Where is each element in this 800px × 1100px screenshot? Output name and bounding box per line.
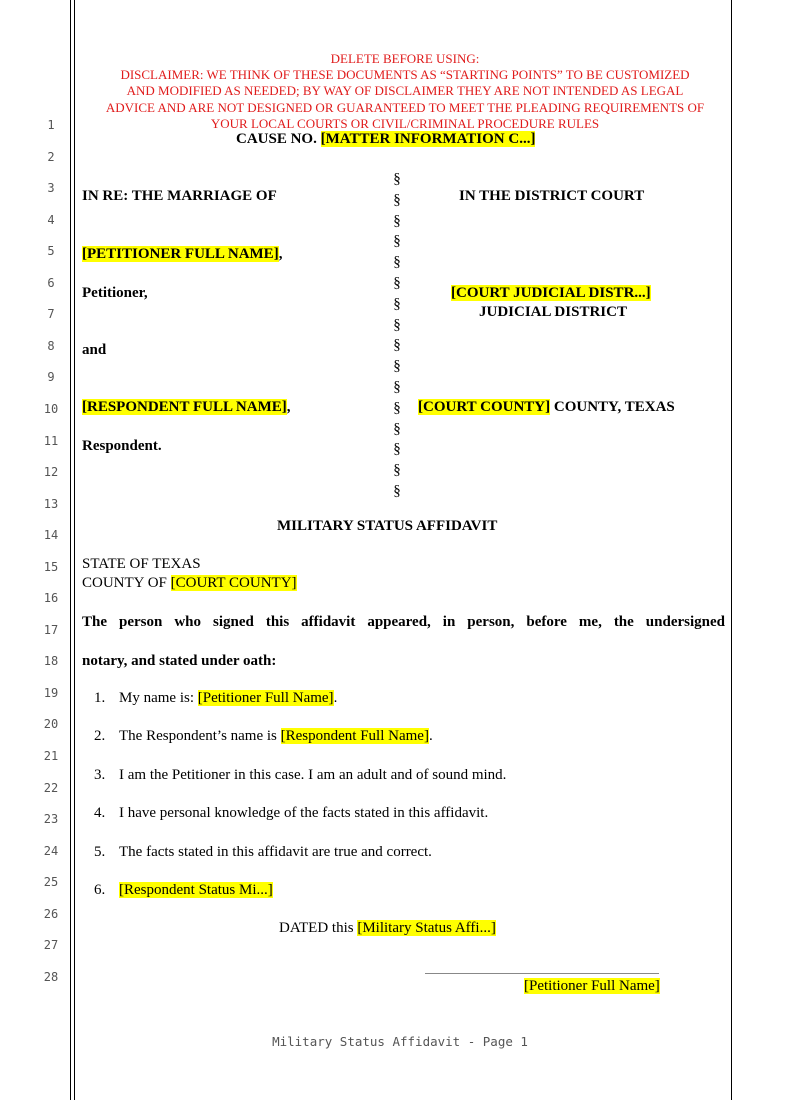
- affidavit-item: [94, 728, 433, 745]
- signature-line: [425, 973, 659, 974]
- item-field[interactable]: [Respondent Status Mi...]: [119, 882, 273, 898]
- line-number: 7: [47, 307, 55, 322]
- line-number: 25: [43, 875, 59, 890]
- county-field[interactable]: [COURT COUNTY]: [418, 399, 551, 415]
- item-text: My name is:: [119, 690, 198, 706]
- item-text: The Respondent’s name is: [119, 728, 281, 745]
- line-number: 14: [43, 528, 59, 543]
- line-number: 22: [43, 780, 59, 795]
- item-number: 5.: [94, 843, 106, 860]
- line-number: 26: [43, 906, 59, 921]
- right-margin-rule: [731, 0, 732, 1100]
- item-text: I am the Petitioner in this case. I am an adult and of sound mind.: [119, 766, 507, 783]
- line-number: 6: [47, 275, 55, 290]
- line-number: 2: [47, 149, 55, 164]
- line-number: 8: [47, 338, 55, 353]
- item-number: 2.: [94, 728, 106, 745]
- disclaimer-line: DELETE BEFORE USING:: [330, 51, 480, 66]
- petitioner-label: Petitioner,: [82, 285, 148, 301]
- dated-label: DATED this: [279, 920, 354, 936]
- intro-line-1: The person who signed this affidavit appeared, in person, before me, the undersigned: [82, 614, 725, 630]
- intro-line-2: notary, and stated under oath:: [82, 653, 277, 669]
- comma: ,: [278, 246, 283, 262]
- line-number: 24: [43, 843, 59, 858]
- disclaimer: [80, 51, 730, 132]
- disclaimer-line: DISCLAIMER: WE THINK OF THESE DOCUMENTS AS “STARTING POINTS” TO BE CUSTOMIZED: [120, 67, 690, 83]
- county-line: [418, 399, 675, 416]
- line-number: 11: [43, 433, 59, 448]
- section-symbol: §: [393, 275, 401, 291]
- line-number: 18: [43, 654, 59, 669]
- disclaimer-line: AND MODIFIED AS NEEDED; BY WAY OF DISCLAIMER THEY ARE NOT INTENDED AS LEGAL: [126, 83, 684, 99]
- section-symbol: §: [393, 316, 401, 333]
- petitioner-name-line: [82, 246, 282, 263]
- court-heading: IN THE DISTRICT COURT: [459, 188, 645, 204]
- line-number: 19: [43, 685, 59, 700]
- in-re-heading: IN RE: THE MARRIAGE OF: [82, 188, 277, 204]
- item-field[interactable]: [Petitioner Full Name]: [197, 690, 334, 706]
- affidavit-item: [94, 882, 273, 899]
- district-field[interactable]: [COURT JUDICIAL DISTR...]: [451, 285, 651, 301]
- cause-value-field[interactable]: [MATTER INFORMATION C...]: [320, 131, 536, 147]
- item-number: 6.: [94, 882, 106, 898]
- item-field[interactable]: [Respondent Full Name]: [280, 728, 429, 745]
- state-line: STATE OF TEXAS: [82, 556, 201, 572]
- respondent-name-line: [82, 399, 291, 416]
- section-symbol: §: [393, 233, 401, 250]
- county-of-label: COUNTY OF: [82, 575, 167, 591]
- line-number: 5: [47, 244, 55, 259]
- petitioner-name-field[interactable]: [PETITIONER FULL NAME]: [82, 246, 279, 262]
- section-symbol: §: [393, 483, 401, 499]
- item-number: 1.: [94, 690, 106, 706]
- comma: ,: [286, 399, 291, 415]
- section-symbol: §: [393, 254, 401, 271]
- respondent-name-field[interactable]: [RESPONDENT FULL NAME]: [82, 399, 287, 415]
- item-text: The facts stated in this affidavit are true and correct.: [119, 843, 432, 860]
- cause-label: CAUSE NO.: [236, 131, 317, 147]
- section-symbol: §: [393, 212, 401, 229]
- section-symbol: §: [393, 171, 401, 187]
- left-margin-rule-2: [74, 0, 75, 1100]
- section-symbol: §: [393, 462, 401, 479]
- affidavit-item: [94, 844, 432, 861]
- item-text: I have personal knowledge of the facts stated in this affidavit.: [119, 805, 489, 822]
- disclaimer-line: YOUR LOCAL COURTS OR CIVIL/CRIMINAL PROCEDURE RULES: [210, 115, 600, 131]
- affidavit-item: [94, 805, 488, 822]
- item-number: 4.: [94, 805, 106, 822]
- document-title: MILITARY STATUS AFFIDAVIT: [277, 518, 498, 534]
- line-number: 10: [43, 401, 59, 416]
- district-line: [451, 285, 651, 302]
- section-symbol: §: [393, 191, 401, 208]
- signature-name: [524, 978, 660, 995]
- disclaimer-line: ADVICE AND ARE NOT DESIGNED OR GUARANTEED TO MEET THE PLEADING REQUIREMENTS OF: [105, 99, 705, 115]
- item-number: 3.: [94, 766, 106, 783]
- and-label: and: [82, 342, 107, 358]
- dated-line: [279, 920, 496, 937]
- line-number: 3: [47, 181, 55, 196]
- section-symbol: §: [393, 295, 401, 312]
- section-symbol: §: [393, 420, 401, 437]
- item-punctuation: .: [333, 690, 338, 706]
- signature-name-field[interactable]: [Petitioner Full Name]: [524, 978, 660, 994]
- respondent-label: Respondent.: [82, 438, 162, 454]
- line-number: 17: [43, 622, 59, 637]
- page-footer: Military Status Affidavit - Page 1: [272, 1034, 528, 1049]
- county-of-line: [82, 575, 297, 592]
- section-symbol: §: [393, 379, 401, 395]
- line-number: 20: [43, 717, 59, 732]
- line-number: 4: [47, 212, 55, 227]
- line-number: 23: [43, 812, 59, 827]
- line-number: 1: [47, 118, 55, 132]
- section-symbol: §: [393, 337, 401, 354]
- section-symbol: §: [393, 358, 401, 375]
- cause-number: [236, 131, 535, 148]
- line-number: 12: [43, 465, 59, 480]
- left-margin-rule-1: [70, 0, 71, 1100]
- line-number: 13: [43, 496, 59, 511]
- line-number: 21: [43, 749, 59, 763]
- item-punctuation: .: [428, 728, 433, 745]
- affidavit-item: [94, 767, 506, 784]
- line-number: 28: [43, 969, 59, 984]
- line-number: 15: [43, 559, 59, 574]
- affidavit-item: [94, 690, 337, 707]
- district-label: JUDICIAL DISTRICT: [479, 304, 627, 320]
- line-number: 27: [43, 938, 59, 953]
- dated-field[interactable]: [Military Status Affi...]: [357, 920, 496, 936]
- line-number: 9: [47, 370, 55, 385]
- section-symbol: §: [393, 399, 401, 416]
- county-suffix: COUNTY, TEXAS: [553, 399, 675, 415]
- county-of-field[interactable]: [COURT COUNTY]: [170, 575, 297, 591]
- section-symbol: §: [393, 441, 401, 458]
- line-number: 16: [43, 591, 59, 606]
